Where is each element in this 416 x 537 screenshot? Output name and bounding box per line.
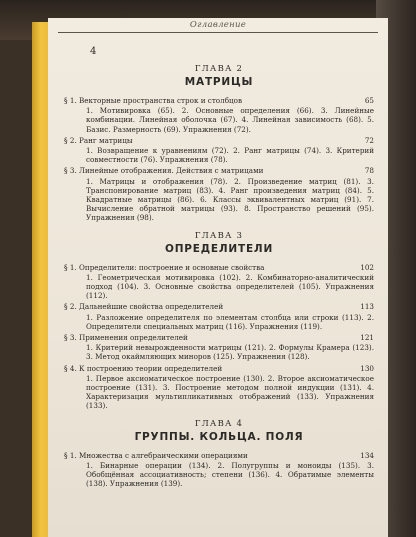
section-page: 65 <box>364 96 374 105</box>
running-head: Оглавление <box>189 20 247 30</box>
chapter <box>64 419 374 489</box>
section-title: § 1. Определители: построение и основные свойства <box>64 262 265 272</box>
toc-section <box>64 166 374 222</box>
toc-section <box>64 136 374 165</box>
section-title: § 2. Дальнейшие свойства определителей <box>64 302 224 312</box>
section-items: 1. Критерий невырожденности матрицы (121). 2. Формулы Крамера (123). 3. Метод окаймляющих миноров (125). Упражнения (128). <box>86 343 374 362</box>
section-title: § 4. К построению теории определителей <box>64 363 223 373</box>
section-items: 1. Мотивировка (65). 2. Основные определения (66). 3. Линейные комбинации. Линейная оболочка (67). 4. Линейная зависимость (68). 5. Базис. Размерность (69). Упражнения (72). <box>86 106 374 134</box>
section-title: § 1. Векторные пространства строк и столбцов <box>64 96 243 105</box>
book-page <box>48 18 388 537</box>
chapter-title: ОПРЕДЕЛИТЕЛИ <box>164 242 274 255</box>
section-title: § 1. Множества с алгебраическими операциями <box>64 450 248 460</box>
section-page: 121 <box>360 333 374 343</box>
section-items: 1. Возвращение к уравнениям (72). 2. Ранг матрицы (74). 3. Критерий совместности (76). Упражнения (78). <box>86 146 374 165</box>
chapter-title: МАТРИЦЫ <box>184 76 254 88</box>
section-title: § 3. Применения определителей <box>64 333 188 343</box>
toc-section <box>64 333 374 362</box>
section-items: 1. Первое аксиоматическое построение (130). 2. Второе аксиоматическое построение (131). 3. Построение методом полной индукции (131). 4. Характеризация мультипликативных отображений (133). Упражнения (133). <box>86 373 374 411</box>
chapter-label: ГЛАВА 4 <box>194 418 244 429</box>
section-items: 1. Геометрическая мотивировка (102). 2. Комбинаторно-аналитический подход (104). 3. Основные свойства определителей (105). Упражнения (112). <box>86 272 374 301</box>
section-title: § 2. Ранг матрицы <box>64 135 133 145</box>
page-number: 4 <box>90 46 97 57</box>
section-page: 72 <box>364 135 374 145</box>
section-items: 1. Бинарные операции (134). 2. Полугруппы и моноиды (135). 3. Обобщённая ассоциативность; степени (136). 4. Обратимые элементы (138). Упражнения (139). <box>86 460 374 489</box>
toc-content <box>64 56 374 491</box>
section-page: 134 <box>360 450 374 460</box>
chapter-title: ГРУППЫ. КОЛЬЦА. ПОЛЯ <box>134 430 304 443</box>
section-page: 78 <box>364 166 374 176</box>
chapter <box>64 231 374 411</box>
toc-section <box>64 263 374 301</box>
section-items: 1. Разложение определителя по элементам столбца или строки (113). 2. Определители специальных матриц (116). Упражнения (119). <box>86 312 374 331</box>
header-rule <box>58 32 378 33</box>
toc-section <box>64 302 374 331</box>
chapter-label: ГЛАВА 2 <box>194 64 244 74</box>
section-page: 113 <box>360 302 374 312</box>
section-page: 130 <box>360 363 374 373</box>
section-page: 102 <box>360 262 374 272</box>
toc-section <box>64 96 374 134</box>
chapter <box>64 64 374 223</box>
toc-section <box>64 364 374 411</box>
toc-section <box>64 451 374 489</box>
section-title: § 3. Линейные отображения. Действия с матрицами <box>64 166 264 176</box>
chapter-label: ГЛАВА 3 <box>194 230 244 241</box>
section-items: 1. Матрицы и отображения (78). 2. Произведение матриц (81). 3. Транспонирование матриц (83). 4. Ранг произведения матриц (84). 5. Квадратные матрицы (86). 6. Классы эквивалентных матриц (91). 7. Вычисление обратной матрицы (93). 8. Пространство решений (95). Упражнения (98). <box>86 176 374 223</box>
